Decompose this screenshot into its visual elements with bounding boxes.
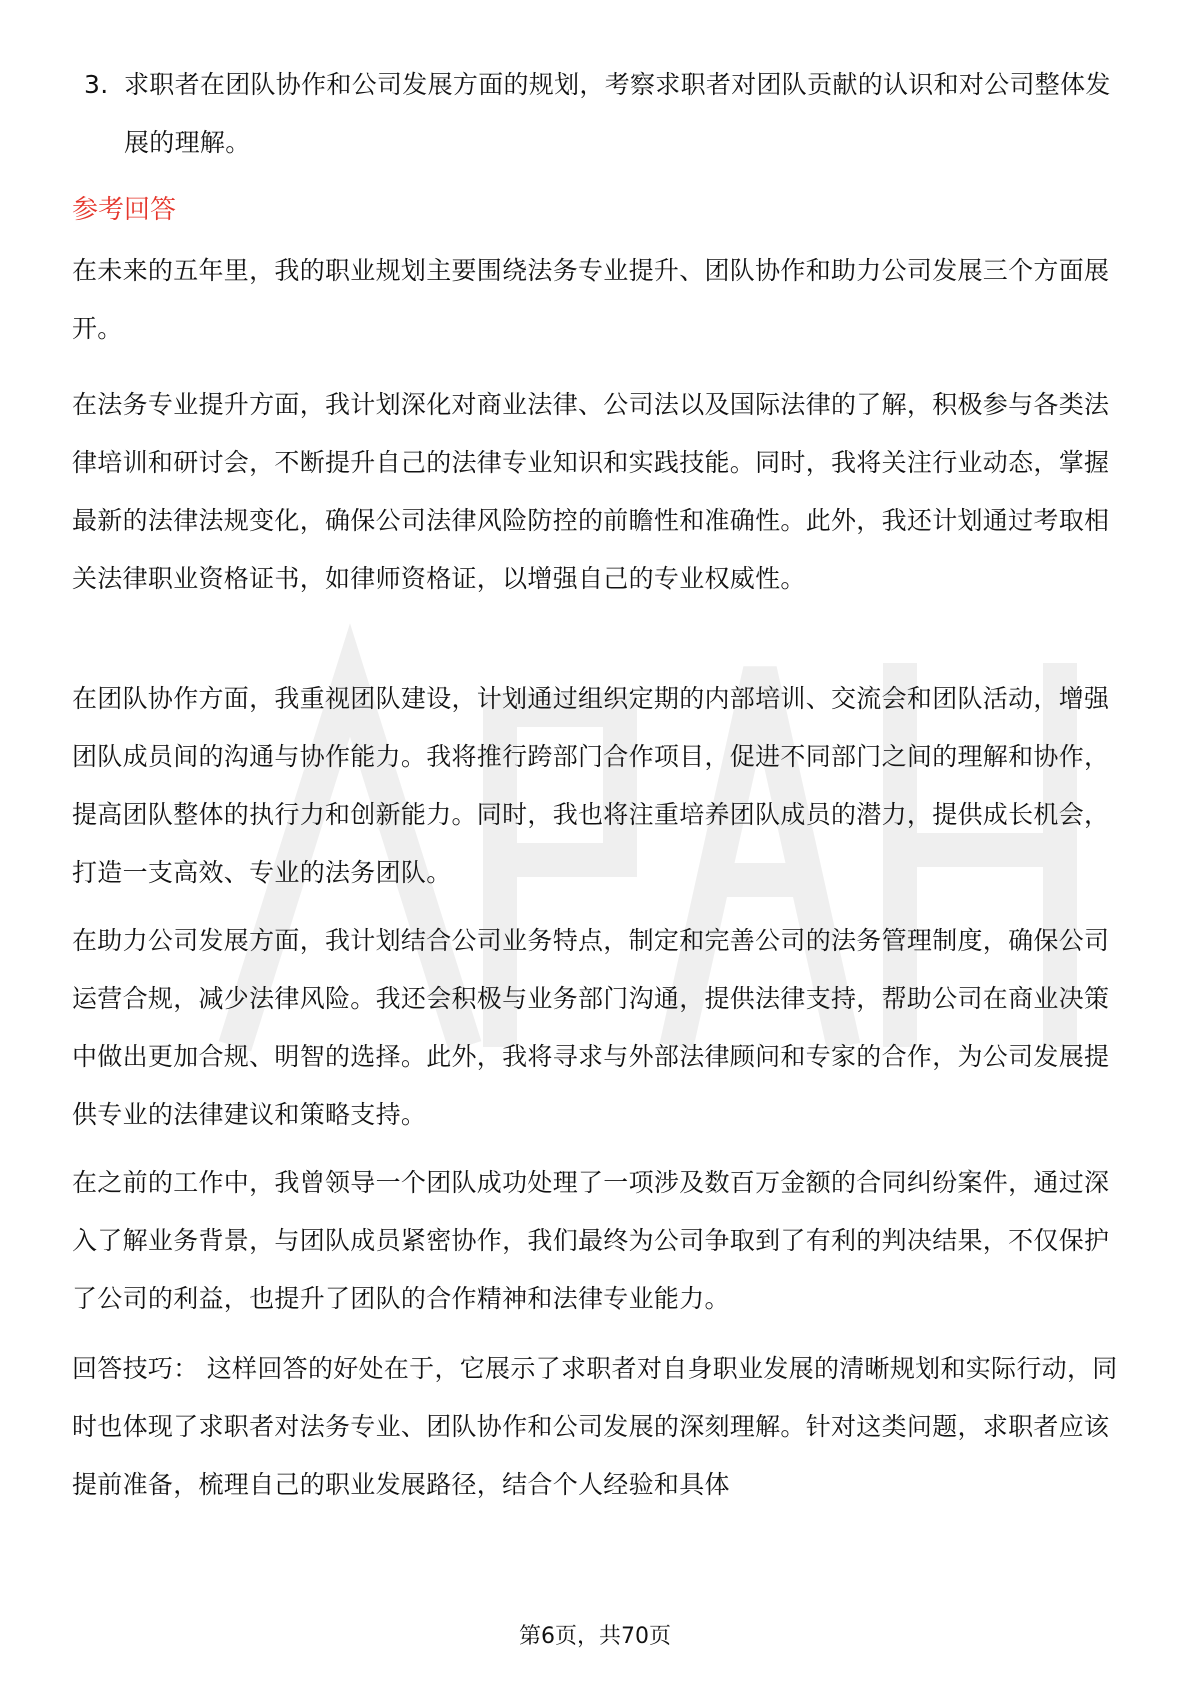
answer-tips-paragraph: 回答技巧： 这样回答的好处在于，它展示了求职者对自身职业发展的清晰规划和实际行动，同时也体现了求职者对法务专业、团队协作和公司发展的深刻理解。针对这类问题，求职者应该提前准备，梳理自己的职业发展路径，结合个人经验和具体 [72,1354,1118,1499]
answer-paragraph-intro: 在未来的五年里，我的职业规划主要围绕法务专业提升、团队协作和助力公司发展三个方面展开。 [72,256,1110,343]
answer-paragraph-professional: 在法务专业提升方面，我计划深化对商业法律、公司法以及国际法律的了解，积极参与各类法律培训和研讨会，不断提升自己的法律专业知识和实践技能。同时，我将关注行业动态，掌握最新的法律法规变化，确保公司法律风险防控的前瞻性和准确性。此外，我还计划通过考取相关法律职业资格证书，如律师资格证，以增强自己的专业权威性。 [72,390,1110,593]
page-footer: 第6页，共70页 [519,1624,671,1649]
item-text: 求职者在团队协作和公司发展方面的规划，考察求职者对团队贡献的认识和对公司整体发展的理解。 [124,70,1111,157]
item-number: 3. [84,70,109,99]
answer-paragraph-teamwork: 在团队协作方面，我重视团队建设，计划通过组织定期的内部培训、交流会和团队活动，增强团队成员间的沟通与协作能力。我将推行跨部门合作项目，促进不同部门之间的理解和协作，提高团队整体的执行力和创新能力。同时，我也将注重培养团队成员的潜力，提供成长机会，打造一支高效、专业的法务团队。 [72,684,1110,887]
numbered-item [74,56,1114,172]
answer-paragraph-experience: 在之前的工作中，我曾领导一个团队成功处理了一项涉及数百万金额的合同纠纷案件，通过深入了解业务背景，与团队成员紧密协作，我们最终为公司争取到了有利的判决结果，不仅保护了公司的利益，也提升了团队的合作精神和法律专业能力。 [72,1168,1110,1313]
reference-answer-heading: 参考回答 [72,195,177,225]
answer-paragraph-company: 在助力公司发展方面，我计划结合公司业务特点，制定和完善公司的法务管理制度，确保公司运营合规，减少法律风险。我还会积极与业务部门沟通，提供法律支持，帮助公司在商业决策中做出更加合规、明智的选择。此外，我将寻求与外部法律顾问和专家的合作，为公司发展提供专业的法律建议和策略支持。 [72,926,1110,1129]
